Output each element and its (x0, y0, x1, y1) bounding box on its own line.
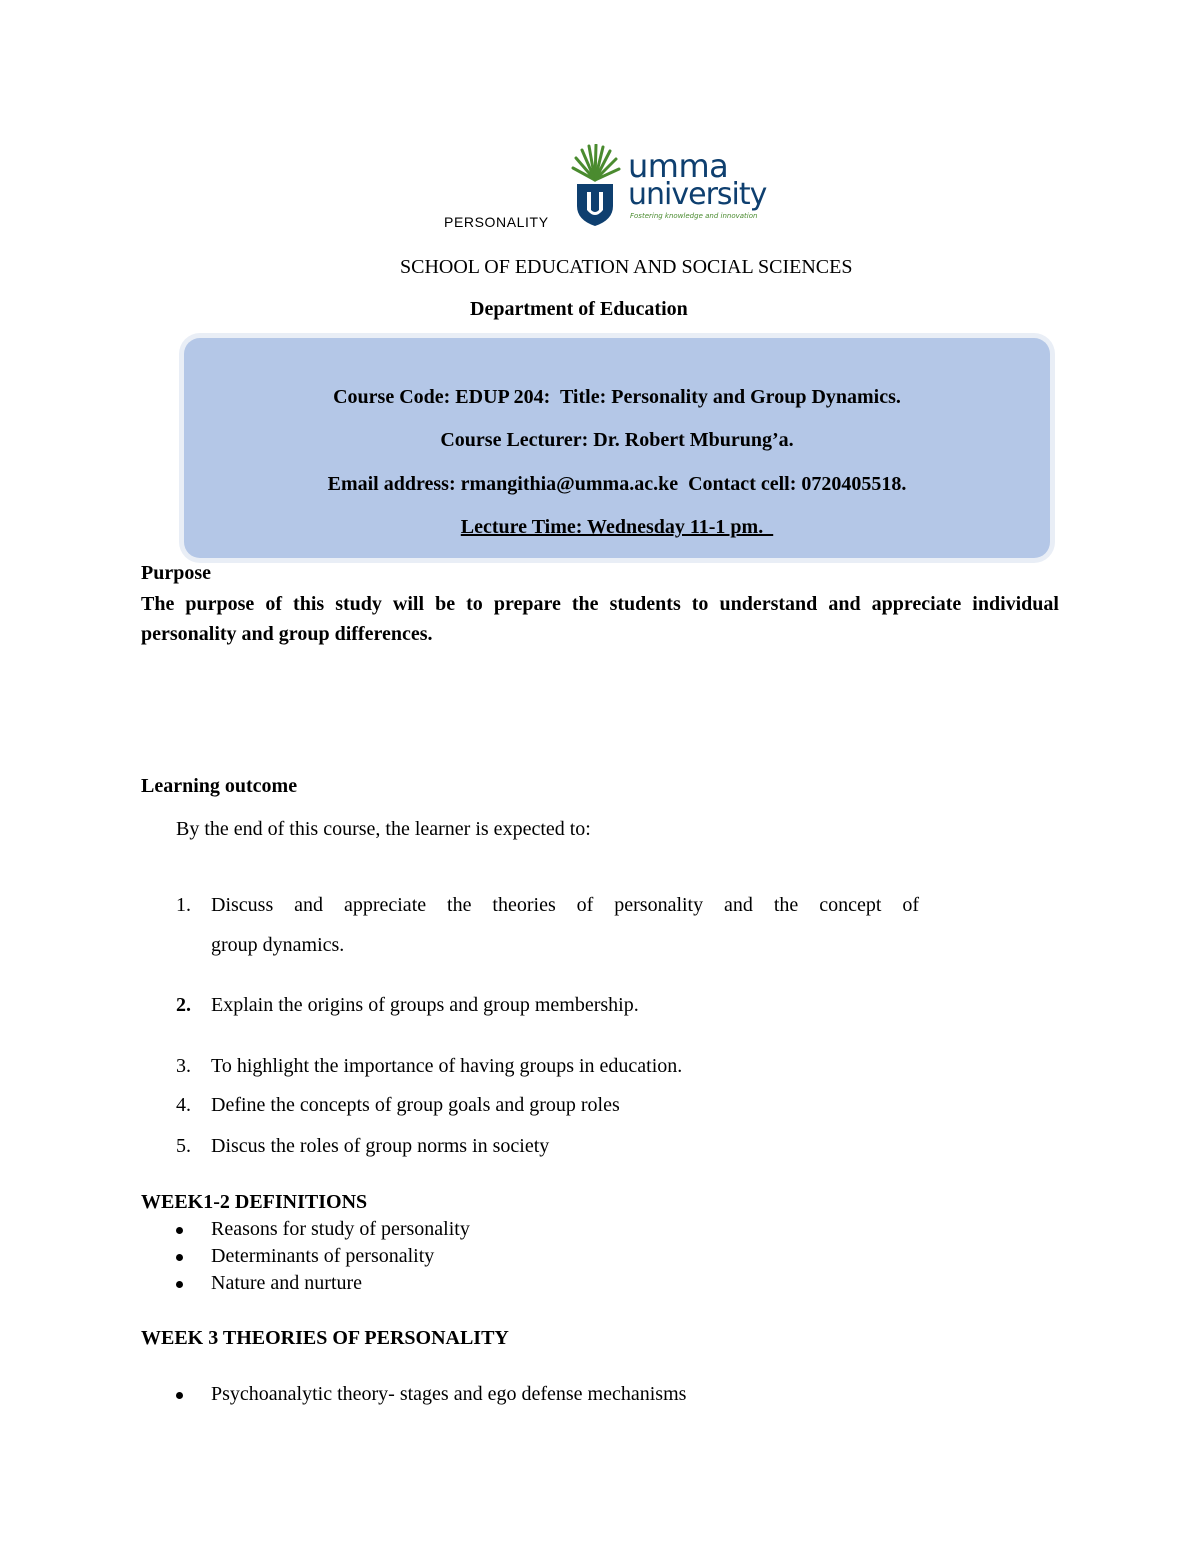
list-item: Psychoanalytic theory- stages and ego defense mechanisms (211, 1383, 687, 1405)
logo-wordmark-line1: umma (628, 147, 729, 185)
list-item-continuation: group dynamics. (211, 934, 345, 956)
learning-outcome-heading: Learning outcome (141, 775, 298, 797)
list-item: Define the concepts of group goals and group roles (211, 1094, 620, 1116)
course-lecturer: Course Lecturer: Dr. Robert Mburung’a. (440, 429, 794, 451)
list-item: Nature and nurture (211, 1272, 363, 1294)
bullet-icon (176, 1254, 183, 1261)
list-item: To highlight the importance of having groups in education. (211, 1055, 683, 1077)
list-item: Determinants of personality (211, 1245, 435, 1267)
list-item: Discus the roles of group norms in society (211, 1135, 550, 1157)
list-item: Discuss and appreciate the theories of personality and the concept of (211, 894, 919, 916)
shield-icon (577, 184, 613, 226)
department-name: Department of Education (470, 298, 688, 320)
logo-wordmark-line2: university (628, 177, 767, 212)
course-code-title: Course Code: EDUP 204: Title: Personality and Group Dynamics. (333, 386, 901, 408)
list-item-number: 4. (176, 1094, 191, 1116)
bullet-icon (176, 1227, 183, 1234)
list-item-number: 2. (176, 994, 191, 1016)
list-item-number: 1. (176, 894, 191, 916)
palm-leaves-icon (573, 145, 619, 180)
list-item: Explain the origins of groups and group membership. (211, 994, 639, 1016)
course-info-box (184, 338, 1050, 558)
lecture-time: Lecture Time: Wednesday 11-1 pm. (460, 516, 774, 538)
week3-heading: WEEK 3 THEORIES OF PERSONALITY (141, 1327, 509, 1349)
school-name: SCHOOL OF EDUCATION AND SOCIAL SCIENCES (400, 256, 853, 278)
contact-details: Email address: rmangithia@umma.ac.ke Contact cell: 0720405518. (327, 473, 907, 495)
week1-2-heading: WEEK1-2 DEFINITIONS (141, 1191, 368, 1213)
bullet-icon (176, 1392, 183, 1399)
logo-tagline: Fostering knowledge and innovation (630, 212, 758, 220)
list-item-number: 5. (176, 1135, 191, 1157)
list-item: Reasons for study of personality (211, 1218, 470, 1240)
bullet-icon (176, 1281, 183, 1288)
document-label: PERSONALITY (444, 214, 549, 230)
learning-outcome-intro: By the end of this course, the learner is expected to: (176, 818, 591, 840)
purpose-heading: Purpose (141, 562, 211, 584)
purpose-text: The purpose of this study will be to prepare the students to understand and appreciate individual personality and group differences. (141, 593, 1059, 645)
list-item-number: 3. (176, 1055, 191, 1077)
